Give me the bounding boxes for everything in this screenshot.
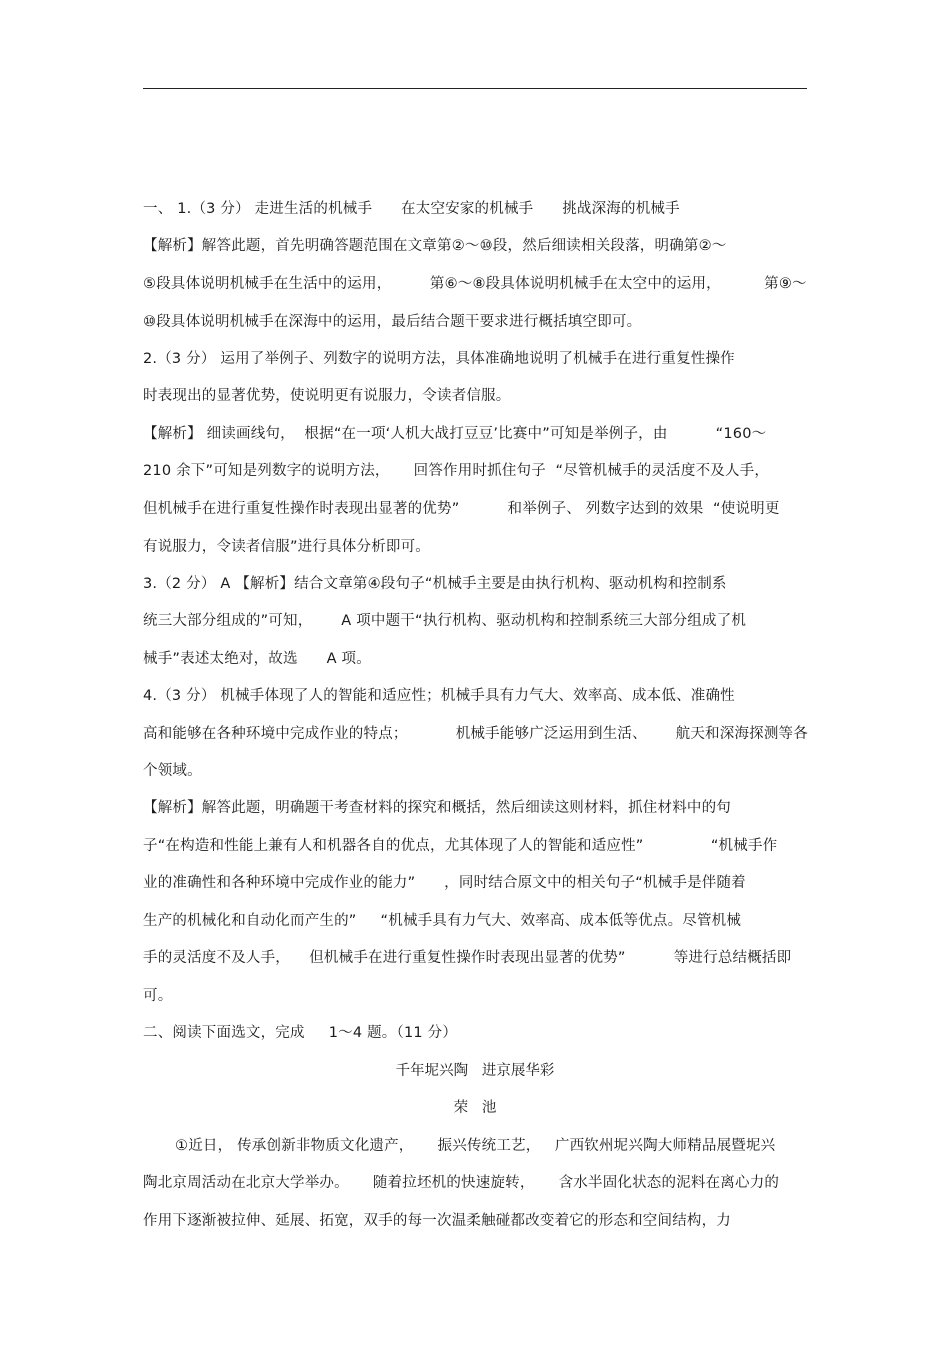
header-rule bbox=[143, 88, 807, 89]
answer-2-analysis-line: 有说服力，令读者信服”进行具体分析即可。 bbox=[143, 539, 431, 555]
article-author: 荣 池 bbox=[453, 1100, 497, 1116]
answer-1-line: 一、 1.（3 分） 走进生活的机械手 在太空安家的机械手 挑战深海的机械手 bbox=[143, 201, 680, 217]
answer-4-line: 高和能够在各种环境中完成作业的特点； 机械手能够广泛运用到生活、 航天和深海探测等各 bbox=[143, 726, 808, 742]
answer-2-analysis-line: 但机械手在进行重复性操作时表现出显著的优势” 和举例子、 列数字达到的效果 “使说明更 bbox=[143, 501, 780, 517]
answer-4-analysis-line: 业的准确性和各种环境中完成作业的能力” ，同时结合原文中的相关句子“机械手是伴随着 bbox=[143, 875, 746, 891]
article-paragraph-line: ①近日， 传承创新非物质文化遗产， 振兴传统工艺， 广西钦州坭兴陶大师精品展暨坭兴 bbox=[175, 1138, 776, 1154]
answer-4-analysis-line: 手的灵活度不及人手， 但机械手在进行重复性操作时表现出显著的优势” 等进行总结概括即 bbox=[143, 950, 792, 966]
answer-1-analysis-line: ⑩段具体说明机械手在深海中的运用，最后结合题干要求进行概括填空即可。 bbox=[143, 314, 642, 330]
answer-1-analysis-line: 【解析】解答此题，首先明确答题范围在文章第②～⑩段，然后细读相关段落，明确第②～ bbox=[143, 238, 727, 254]
answer-2-line: 2.（3 分） 运用了举例子、列数字的说明方法，具体准确地说明了机械手在进行重复性操作 bbox=[143, 351, 735, 367]
section-2-heading: 二、阅读下面选文，完成 1～4 题。（11 分） bbox=[143, 1025, 458, 1041]
answer-4-analysis-line: 可。 bbox=[143, 988, 173, 1004]
answer-4-analysis-line: 生产的机械化和自动化而产生的” “机械手具有力气大、效率高、成本低等优点。尽管机械 bbox=[143, 913, 742, 929]
answer-3-line: 械手”表述太绝对，故选 A 项。 bbox=[143, 651, 371, 667]
answer-2-analysis-line: 【解析】 细读画线句， 根据“在一项‘人机大战打豆豆’比赛中”可知是举例子，由 “160～ bbox=[143, 426, 767, 442]
article-paragraph-line: 作用下逐渐被拉伸、延展、拓宽，双手的每一次温柔触碰都改变着它的形态和空间结构，力 bbox=[143, 1213, 731, 1229]
article-title: 千年坭兴陶 进京展华彩 bbox=[395, 1063, 555, 1079]
answer-4-line: 个领域。 bbox=[143, 763, 202, 779]
answer-2-analysis-line: 210 余下”可知是列数字的说明方法， 回答作用时抓住句子 “尽管机械手的灵活度不及人手， bbox=[143, 463, 770, 479]
answer-2-line: 时表现出的显著优势，使说明更有说服力，令读者信服。 bbox=[143, 388, 511, 404]
answer-4-analysis-line: 子“在构造和性能上兼有人和机器各自的优点，尤其体现了人的智能和适应性” “机械手作 bbox=[143, 838, 778, 854]
answer-4-line: 4.（3 分） 机械手体现了人的智能和适应性；机械手具有力气大、效率高、成本低、准确性 bbox=[143, 688, 735, 704]
answer-1-analysis-line: ⑤段具体说明机械手在生活中的运用， 第⑥～⑧段具体说明机械手在太空中的运用， 第⑨～ bbox=[143, 276, 807, 292]
answer-3-line: 统三大部分组成的”可知， A 项中题干“执行机构、驱动机构和控制系统三大部分组成了机 bbox=[143, 613, 747, 629]
article-paragraph-line: 陶北京周活动在北京大学举办。 随着拉坯机的快速旋转， 含水半固化状态的泥料在离心力的 bbox=[143, 1175, 780, 1191]
answer-4-analysis-line: 【解析】解答此题，明确题干考查材料的探究和概括，然后细读这则材料，抓住材料中的句 bbox=[143, 800, 731, 816]
answer-3-line: 3.（2 分） A 【解析】结合文章第④段句子“机械手主要是由执行机构、驱动机构和控制系 bbox=[143, 576, 727, 592]
